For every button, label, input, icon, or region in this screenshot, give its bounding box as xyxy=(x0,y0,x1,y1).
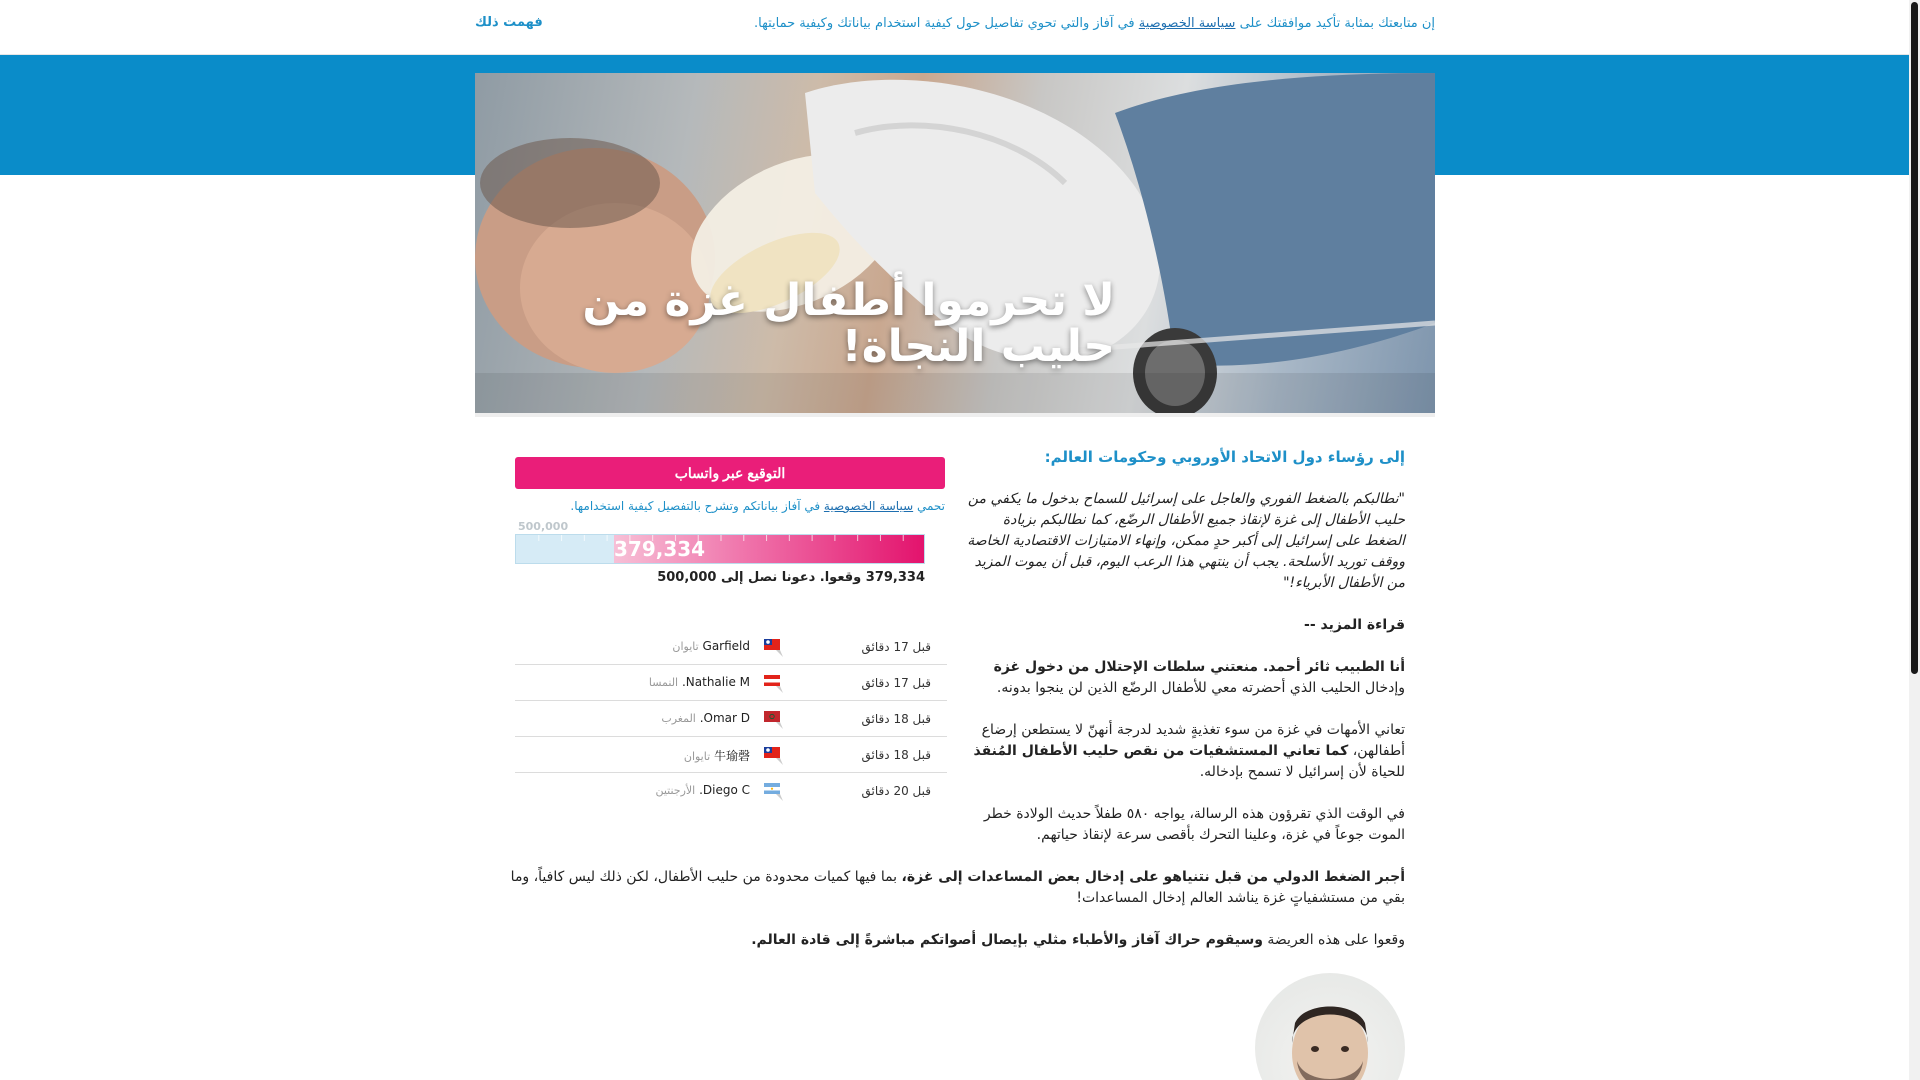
signer-name: Diego C. xyxy=(699,783,750,797)
doctor-avatar xyxy=(1255,973,1405,1080)
petition-p2-end: للحياة لأن إسرائيل لا تسمح بإدخاله. xyxy=(1199,764,1405,780)
signer-name: Nathalie M. xyxy=(681,675,750,689)
hero-baby-hair xyxy=(480,138,660,228)
petition-addressee: إلى رؤساء دول الاتحاد الأوروبي وحكومات العالم: xyxy=(1044,448,1405,466)
cookie-text-end: في آفاز والتي تحوي تفاصيل حول كيفية استخدام بياناتك وكيفية حمايتها. xyxy=(753,16,1135,31)
cookie-banner xyxy=(0,0,1909,55)
signature-count-text: 379,334 وقعوا. دعونا نصل إلى 500,000 xyxy=(657,570,925,585)
signer-country: المغرب xyxy=(661,712,696,725)
signer-row xyxy=(515,701,947,737)
petition-p2-start: تعاني الأمهات في غزة من سوء تغذيةٍ شديد لدرجة أنهنّ لا يستطعن إرضاع أطفالهن، xyxy=(981,722,1405,759)
signer-time: قبل 18 دقائق xyxy=(861,748,931,762)
ma-flag-icon xyxy=(761,707,785,731)
tw-flag-icon xyxy=(761,635,785,659)
signer-country: تايوان xyxy=(672,640,699,653)
signer-row xyxy=(515,773,947,809)
petition-content xyxy=(475,413,1435,1080)
signer-identity xyxy=(655,783,750,797)
petition-p5-bold: وسيقوم حراك آفاز والأطباء مثلي بإيصال أصواتكم مباشرةً إلى قادة العالم. xyxy=(751,932,1263,948)
whatsapp-sign-button[interactable]: التوقيع عبر واتساب xyxy=(515,457,945,489)
petition-paragraph-1 xyxy=(960,657,1405,699)
signer-time: قبل 17 دقائق xyxy=(861,676,931,690)
signer-row xyxy=(515,629,947,665)
petition-p4-bold: أجبر الضغط الدولي من قبل نتنياهو على إدخال بعض المساعدات إلى غزة، xyxy=(901,869,1405,885)
signer-row xyxy=(515,737,947,773)
signer-identity xyxy=(684,747,750,764)
signature-count-label: 379,334 xyxy=(614,537,706,561)
signer-name: 牛瑜磬 xyxy=(713,749,750,763)
petition-p4-rest: بما فيها كميات محدودة من حليب الأطفال، لكن ذلك ليس كافياً، وما بقي من مستشفياتٍ غزة يناشد العالم إدخال المساعدات! xyxy=(510,869,1405,906)
goal-label: 500,000 xyxy=(518,520,569,533)
read-more-link[interactable]: قراءة المزيد -- xyxy=(1304,617,1405,633)
doctor-portrait xyxy=(1255,973,1405,1080)
signer-time: قبل 18 دقائق xyxy=(861,712,931,726)
signer-identity xyxy=(672,639,750,653)
signer-identity xyxy=(661,711,750,725)
tw-flag-icon xyxy=(761,743,785,767)
avatar-eye-left xyxy=(1311,1046,1319,1052)
petition-p1-rest: وإدخال الحليب الذي أحضرته معي للأطفال الرضّع الذين لن ينجوا بدونه. xyxy=(996,680,1405,696)
privacy-policy-link[interactable]: سياسة الخصوصية xyxy=(823,499,914,513)
cookie-accept-button[interactable]: فهمت ذلك xyxy=(475,15,543,30)
petition-paragraph-3: في الوقت الذي تقرؤون هذه الرسالة، يواجه ٥٨٠ طفلاً حديث الولادة خطر الموت جوعاً في غزة، وعلينا التحرك بأقصى سرعة لإنقاذ حياتهم. xyxy=(983,806,1405,843)
privacy-note xyxy=(515,499,945,513)
hero-shade xyxy=(475,373,1435,413)
hero-banner xyxy=(475,73,1435,413)
petition-paragraph-2 xyxy=(960,720,1405,783)
read-more xyxy=(960,615,1405,636)
cookie-text-start: إن متابعتك بمثابة تأكيد موافقتك على xyxy=(1239,16,1435,31)
signer-row xyxy=(515,665,947,701)
signer-identity xyxy=(649,675,750,689)
signer-country: تايوان xyxy=(683,750,711,763)
signer-time: قبل 20 دقائق xyxy=(861,784,931,798)
at-flag-icon xyxy=(761,671,785,695)
sign-widget xyxy=(515,457,945,798)
petition-p2-bold: كما تعاني المستشفيات من نقص حليب الأطفال المُنقذ xyxy=(973,743,1349,759)
ar-flag-icon xyxy=(761,779,785,803)
recent-signers-list xyxy=(515,629,947,809)
page-title: لا تحرموا أطفال غزة من حليب النجاة! xyxy=(582,275,1115,372)
signer-name: Garfield xyxy=(702,639,750,653)
cookie-notice-text xyxy=(754,16,1435,31)
hero-sleeve xyxy=(1115,73,1435,366)
signer-country: الأرجنتين xyxy=(655,784,696,797)
signer-time: قبل 17 دقائق xyxy=(861,640,931,654)
page-scrollbar[interactable] xyxy=(1909,0,1920,1080)
signature-progress-bar xyxy=(515,534,925,564)
signer-country: النمسا xyxy=(648,676,679,689)
petition-paragraph-4 xyxy=(510,867,1405,909)
scrollbar-thumb[interactable] xyxy=(1911,2,1918,674)
privacy-note-start: تحمي xyxy=(916,499,945,513)
privacy-note-end: في آفاز بياناتكم وتشرح بالتفصيل كيفية استخدامها. xyxy=(570,499,821,513)
petition-quote: "نطالبكم بالضغط الفوري والعاجل على إسرائيل للسماح بدخول ما يكفي من حليب الأطفال إلى غزة لإنقاذ جميع الأطفال الرضّع، كما نطالبكم بزيادة الضغط على إسرائيل إلى أكبر حدٍ ممكن، وإنهاء الامتيازات الاقتصادية الخاصة ووقف توريد الأسلحة. يجب أن ينتهي هذا الرعب اليوم، قبل أن يموت المزيد من الأطفال الأبرياء!" xyxy=(967,491,1405,591)
petition-p5-start: وقعوا على هذه العريضة xyxy=(1267,932,1405,948)
signer-name: Omar D. xyxy=(699,711,750,725)
petition-p1-bold: أنا الطبيب ثائر أحمد. منعتني سلطات الإحتلال من دخول غزة xyxy=(993,659,1405,675)
avatar-eye-right xyxy=(1341,1046,1349,1052)
petition-paragraph-5 xyxy=(510,930,1405,951)
cookie-privacy-link[interactable]: سياسة الخصوصية xyxy=(1138,16,1236,31)
